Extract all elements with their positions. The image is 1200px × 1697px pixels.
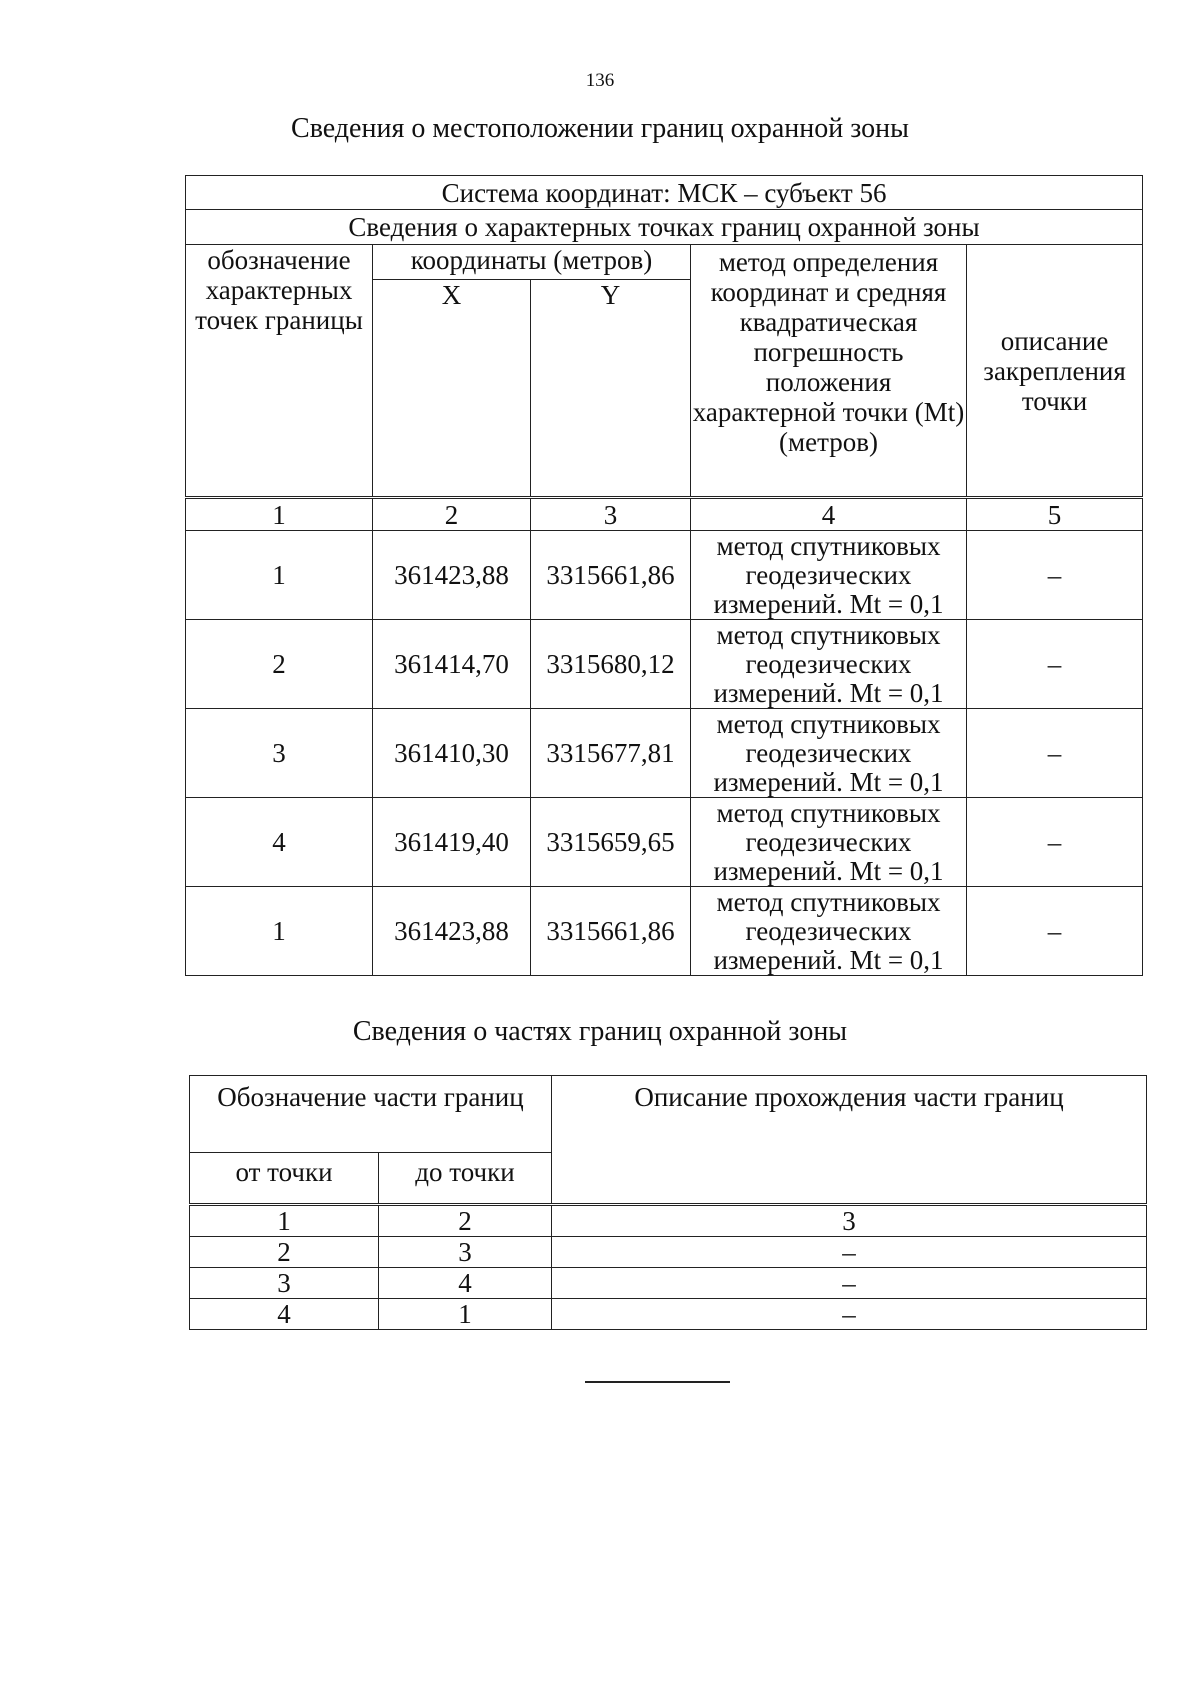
table-row bbox=[186, 887, 1143, 976]
table-row bbox=[190, 1299, 1147, 1330]
part-description: – bbox=[552, 1237, 1147, 1268]
y-coordinate: 3315661,86 bbox=[531, 531, 691, 620]
from-point: 3 bbox=[190, 1268, 379, 1299]
header-from-point: от точки bbox=[190, 1153, 379, 1205]
section-title-boundary-parts: Сведения о частях границ охранной зоны bbox=[352, 1016, 848, 1047]
page-number: 136 bbox=[585, 70, 615, 91]
x-coordinate: 361423,88 bbox=[373, 887, 531, 976]
column-index: 1 bbox=[186, 498, 373, 531]
from-point: 4 bbox=[190, 1299, 379, 1330]
boundary-points-table bbox=[185, 175, 1143, 976]
column-index: 5 bbox=[967, 498, 1143, 531]
table-row bbox=[190, 1268, 1147, 1299]
method-cell: метод спутниковых геодезических измерений. Mt = 0,1 bbox=[691, 798, 967, 887]
table-row bbox=[186, 709, 1143, 798]
point-number: 4 bbox=[186, 798, 373, 887]
header-y: Y bbox=[531, 280, 691, 498]
header-to-point: до точки bbox=[379, 1153, 552, 1205]
to-point: 4 bbox=[379, 1268, 552, 1299]
coordinate-system-cell: Система координат: МСК – субъект 56 bbox=[186, 176, 1143, 210]
column-index: 3 bbox=[531, 498, 691, 531]
to-point: 3 bbox=[379, 1237, 552, 1268]
part-description: – bbox=[552, 1268, 1147, 1299]
header-part-designation: Обозначение части границ bbox=[190, 1076, 552, 1153]
method-cell: метод спутниковых геодезических измерений. Mt = 0,1 bbox=[691, 620, 967, 709]
column-index: 4 bbox=[691, 498, 967, 531]
fixing-description: – bbox=[967, 798, 1143, 887]
point-number: 1 bbox=[186, 887, 373, 976]
end-rule-divider bbox=[585, 1381, 730, 1383]
column-index: 2 bbox=[373, 498, 531, 531]
from-point: 2 bbox=[190, 1237, 379, 1268]
header-description: описание закрепления точки bbox=[967, 245, 1143, 498]
column-index: 1 bbox=[190, 1205, 379, 1237]
point-number: 3 bbox=[186, 709, 373, 798]
header-method: метод определения координат и средняя квадратическая погрешность положения характерной точки (Mt) (метров) bbox=[691, 245, 967, 498]
x-coordinate: 361410,30 bbox=[373, 709, 531, 798]
part-description: – bbox=[552, 1299, 1147, 1330]
point-number: 1 bbox=[186, 531, 373, 620]
to-point: 1 bbox=[379, 1299, 552, 1330]
fixing-description: – bbox=[967, 887, 1143, 976]
column-index: 2 bbox=[379, 1205, 552, 1237]
boundary-parts-table bbox=[189, 1075, 1147, 1330]
y-coordinate: 3315661,86 bbox=[531, 887, 691, 976]
x-coordinate: 361419,40 bbox=[373, 798, 531, 887]
method-cell: метод спутниковых геодезических измерений. Mt = 0,1 bbox=[691, 531, 967, 620]
table-subtitle: Сведения о характерных точках границ охранной зоны bbox=[186, 210, 1143, 245]
table-row bbox=[190, 1237, 1147, 1268]
x-coordinate: 361423,88 bbox=[373, 531, 531, 620]
table-row bbox=[190, 1205, 1147, 1237]
section-title-boundary-location: Сведения о местоположении границ охранной зоны bbox=[291, 113, 909, 144]
table-row bbox=[186, 620, 1143, 709]
column-index: 3 bbox=[552, 1205, 1147, 1237]
method-cell: метод спутниковых геодезических измерений. Mt = 0,1 bbox=[691, 709, 967, 798]
y-coordinate: 3315680,12 bbox=[531, 620, 691, 709]
header-x: X bbox=[373, 280, 531, 498]
header-coordinates: координаты (метров) bbox=[373, 245, 691, 280]
fixing-description: – bbox=[967, 709, 1143, 798]
header-part-description: Описание прохождения части границ bbox=[552, 1076, 1147, 1205]
table-row bbox=[186, 531, 1143, 620]
fixing-description: – bbox=[967, 620, 1143, 709]
table-row bbox=[186, 798, 1143, 887]
method-cell: метод спутниковых геодезических измерений. Mt = 0,1 bbox=[691, 887, 967, 976]
x-coordinate: 361414,70 bbox=[373, 620, 531, 709]
header-designation: обозначение характерных точек границы bbox=[186, 245, 373, 498]
point-number: 2 bbox=[186, 620, 373, 709]
y-coordinate: 3315659,65 bbox=[531, 798, 691, 887]
fixing-description: – bbox=[967, 531, 1143, 620]
y-coordinate: 3315677,81 bbox=[531, 709, 691, 798]
